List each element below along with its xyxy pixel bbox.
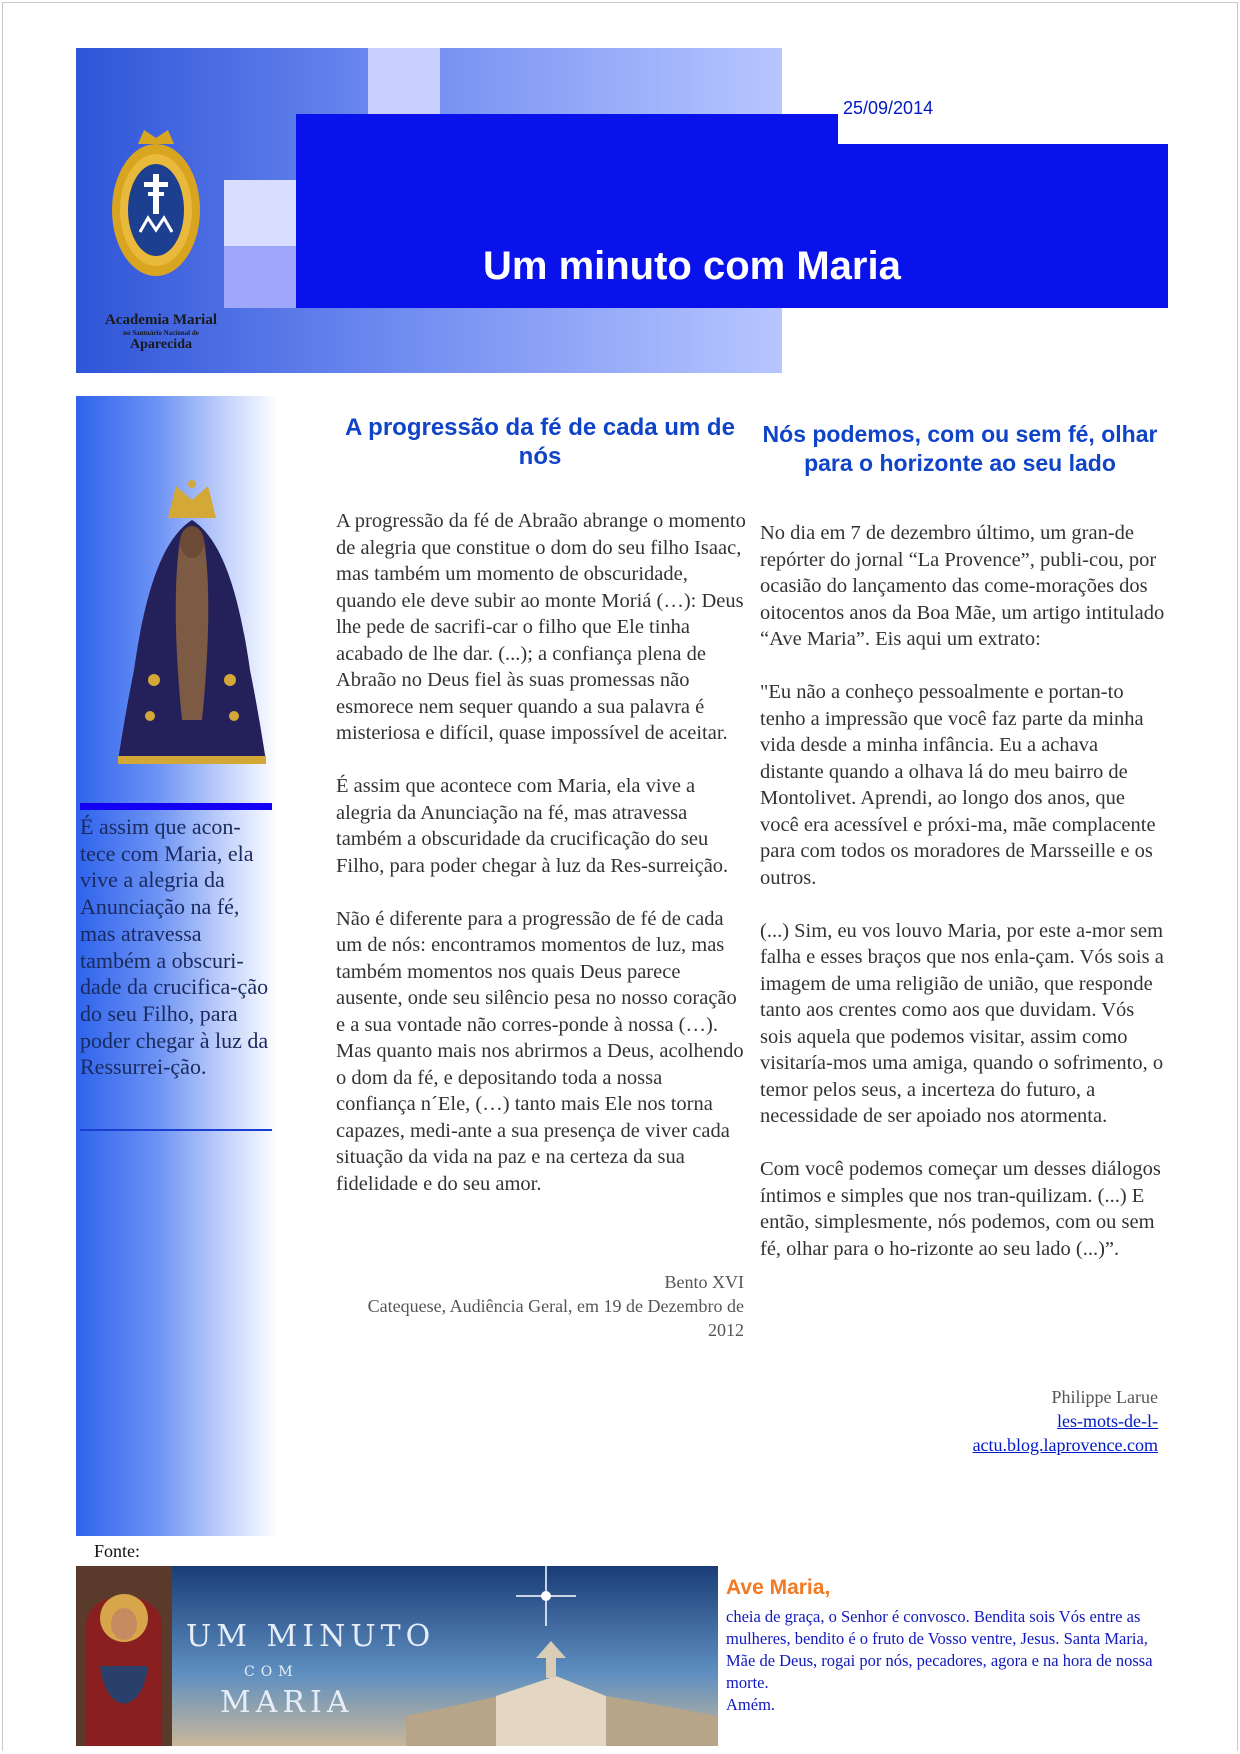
sidebar-bottom-rule: [80, 1129, 272, 1131]
article1-body: [336, 508, 746, 1224]
article2-paragraph: "Eu não a conheço pessoalmente e portan-to tenho a impressão que você faz parte da minha vida desde a minha infância. Eu a achava distante quando a olhava lá do meu bairro de Montolivet. Aprendi, ao longo dos anos, que você era acessível e próxi-ma, mãe complacente para com todos os moradores de Marsseille e os outros.: [760, 681, 1156, 889]
header-square: [368, 48, 440, 114]
article1-paragraph: É assim que acontece com Maria, ela vive a alegria da Anunciação na fé, mas atravessa também a obscuridade da crucificação do seu Filho, para poder chegar à luz da Res-surreição.: [336, 775, 729, 877]
article2-author: Philippe Larue: [1051, 1387, 1158, 1407]
logo-caption: [86, 312, 236, 353]
academia-marial-logo-icon: [108, 130, 204, 280]
page-title: Um minuto com Maria: [483, 244, 901, 288]
sidebar-top-rule: [80, 803, 272, 810]
article2-paragraph: (...) Sim, eu vos louvo Maria, por este a-mor sem falha e esses braços que nos enla-çam. Vós sois a imagem de uma religião de união, que responde tanto aos crentes como aos que duvidam. Vós sois aquela que podemos visitar, assim como visitaría-mos uma amiga, quando o sofrimento, o temor pelos seus, a incerteza do futuro, a necessidade de ser apoiado nos atormenta.: [760, 919, 1164, 1127]
article1-source: Catequese, Audiência Geral, em 19 de Dezembro de 2012: [367, 1296, 744, 1340]
source-label: Fonte:: [94, 1541, 141, 1561]
banner-line-3: MARIA: [220, 1685, 354, 1720]
header-square: [224, 246, 296, 308]
issue-date: 25/09/2014: [843, 98, 934, 118]
header-square: [224, 180, 296, 246]
our-lady-aparecida-statue-icon: [110, 480, 274, 770]
article2-body: [760, 520, 1165, 1289]
sidebar-pull-quote: É assim que acon-tece com Maria, ela vive a alegria da Anunciação na fé, mas atravessa também a obscuri-dade da crucifica-ção do seu Filho, para poder chegar à luz da Ressurrei-ção.: [80, 814, 269, 1080]
article1-paragraph: A progressão da fé de Abraão abrange o momento de alegria que constitue o dom do seu filho Isaac, mas também um momento de obscuridade, quando ele deve subir ao monte Moriá (…): Deus lhe pede de sacrifi-car o filho que Ele tinha acabado de lhe dar. (...); a confiança plena de Abraão no Deus fiel às suas promessas não esmorece nem sequer quando a sua palavra é misteriosa e difícil, quase impossível de aceitar.: [336, 510, 746, 744]
logo-line-2: no Santuário Nacional de: [123, 329, 199, 338]
prayer-text: cheia de graça, o Senhor é convosco. Bendita sois Vós entre as mulheres, bendito é o fruto de Vosso ventre, Jesus. Santa Maria, Mãe de Deus, rogai por nós, pecadores, agora e na hora de nossa morte.: [726, 1607, 1153, 1692]
prayer-title: Ave Maria,: [726, 1576, 831, 1599]
logo-line-1: Academia Marial: [104, 312, 218, 328]
prayer-amen: Amém.: [726, 1695, 776, 1714]
um-minuto-com-maria-banner: [76, 1566, 718, 1746]
article1-signature: [330, 1270, 744, 1342]
article1-author: Bento XVI: [664, 1272, 744, 1292]
article1-title: A progressão da fé de cada um de nós: [345, 414, 735, 470]
article2-title: Nós podemos, com ou sem fé, olhar para o horizonte ao seu lado: [762, 421, 1158, 476]
article2-signature: [900, 1385, 1158, 1457]
banner-line-2: COM: [244, 1664, 299, 1680]
article2-paragraph: Com você podemos começar um desses diálogos íntimos e simples que nos tran-quilizam. (...) E então, simplesmente, nós podemos, com ou sem fé, olhar para o ho-rizonte ao seu lado (...)”.: [760, 1158, 1161, 1260]
article2-source-link[interactable]: les-mots-de-l-actu.blog.laprovence.com: [972, 1411, 1158, 1455]
prayer-body: [726, 1606, 1171, 1716]
logo-line-3: Aparecida: [130, 337, 192, 353]
banner-line-1: UM MINUTO: [186, 1619, 436, 1654]
article2-paragraph: No dia em 7 de dezembro último, um gran-de repórter do jornal “La Provence”, publi-cou, por ocasião do lançamento das come-morações dos oitocentos anos da Boa Mãe, um artigo intitulado “Ave Maria”. Eis aqui um extrato:: [760, 522, 1165, 650]
article1-paragraph: Não é diferente para a progressão de fé de cada um de nós: encontramos momentos de luz, mas também momentos nos quais Deus parece ausente, onde seu silêncio pesa no nosso coração e a sua vontade não corres-ponde à nossa (…). Mas quanto mais nos abrirmos a Deus, acolhendo o dom da fé, e depositando toda a nossa confiança n´Ele, (…) tanto mais Ele nos torna capazes, medi-ante a sua presença de viver cada situação da vida na paz e na certeza da sua fidelidade e do seu amor.: [336, 907, 744, 1195]
